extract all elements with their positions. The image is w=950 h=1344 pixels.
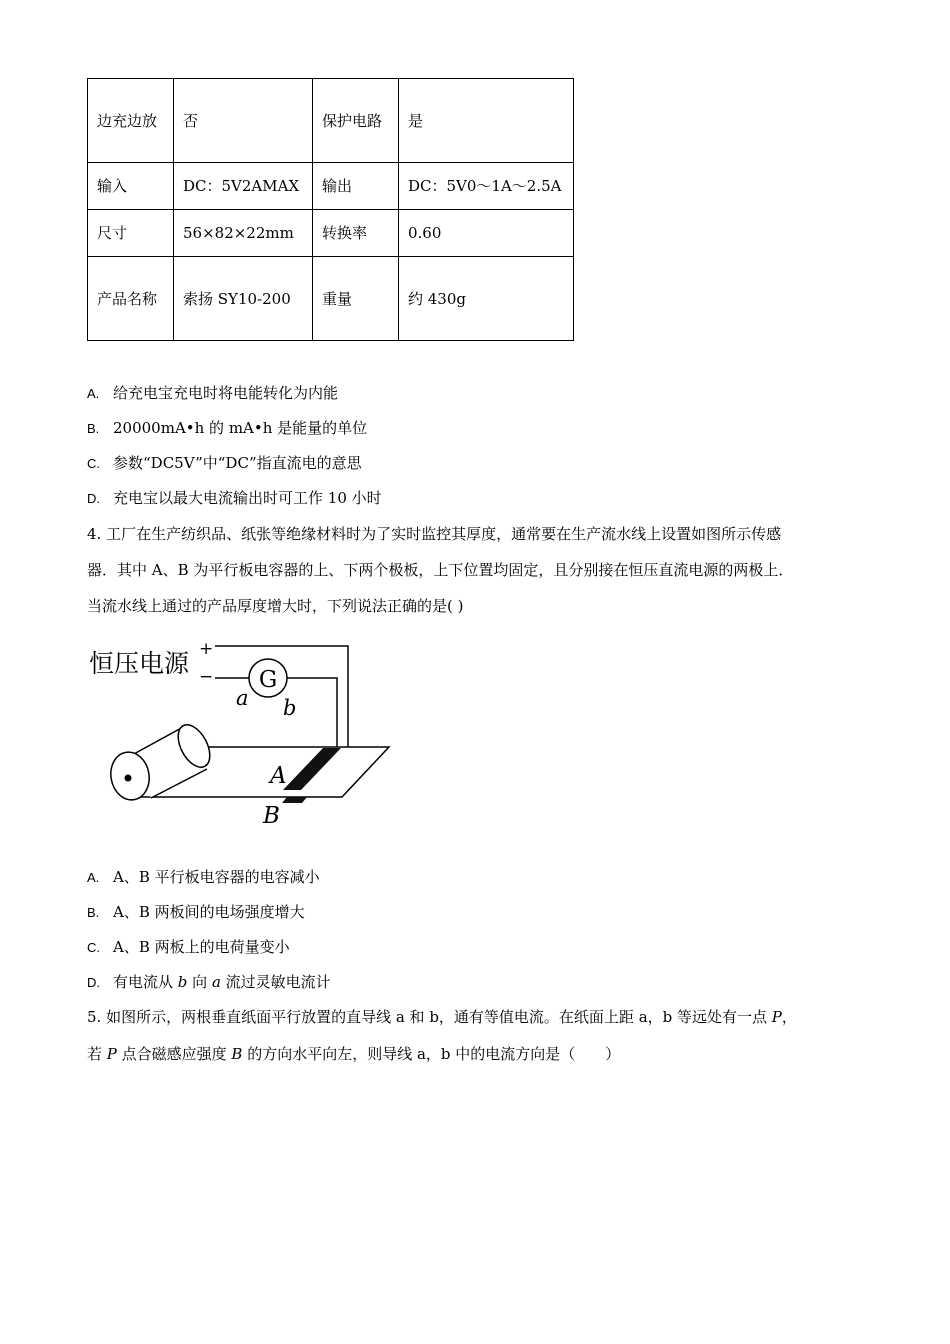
table-cell: DC：5V2AMAX [174,163,313,210]
plate-b-label: B [263,803,280,829]
option-label: D. [87,975,100,990]
q3-option-c[interactable] [87,452,362,473]
q5-stem-line1 [87,1006,797,1027]
q5-text: 5. 如图所示，两根垂直纸面平行放置的直导线 a 和 b，通有等值电流。在纸面上距 a，b 等远处有一点 [87,1008,772,1026]
table-cell: 转换率 [313,210,399,257]
q4-stem [87,516,867,624]
table-row [88,79,574,163]
option-label: B. [87,421,100,436]
q4-option-b[interactable] [87,901,305,922]
spec-table [87,78,574,341]
table-row [88,210,574,257]
q4-stem-line: 器．其中 A、B 为平行板电容器的上、下两个极板，上下位置均固定，且分别接在恒压直流电源的两极上． [87,561,794,579]
table-cell: 重量 [313,257,399,341]
q3-option-a[interactable] [87,382,338,403]
option-label: B. [87,905,100,920]
q4-stem-line: 当流水线上通过的产品厚度增大时，下列说法正确的是( ) [87,597,464,615]
table-row [88,257,574,341]
option-text: 参数“DC5V”中“DC”指直流电的意思 [113,454,362,472]
q5-stem-line2 [87,1043,620,1064]
sensor-diagram [87,632,407,832]
q4-option-d[interactable] [87,971,331,992]
plus-sign: + [199,639,214,659]
minus-sign: − [199,667,214,687]
option-text: 充电宝以最大电流输出时可工作 10 小时 [113,489,382,507]
terminal-b-label: b [283,696,297,720]
option-text: A、B 平行板电容器的电容减小 [113,868,320,886]
table-row [88,163,574,210]
terminal-a-label: a [236,686,249,710]
option-text: 20000mA•h 的 mA•h 是能量的单位 [113,419,368,437]
q4-stem-line: 4. 工厂在生产纺织品、纸张等绝缘材料时为了实时监控其厚度，通常要在生产流水线上设置如图所示传感 [87,525,782,543]
galvanometer-label: G [258,667,278,693]
option-var-b: b [177,973,188,991]
roller-axle-icon [125,775,132,782]
plate-b [282,797,307,803]
option-text: 有电流从 [113,973,178,991]
table-cell: 尺寸 [88,210,174,257]
option-text: 给充电宝充电时将电能转化为内能 [113,384,339,402]
option-label: D. [87,491,100,506]
table-cell: 是 [399,79,574,163]
q3-option-d[interactable] [87,487,382,508]
q5-text: 若 [87,1045,107,1063]
power-label: 恒压电源 [89,649,190,678]
q5-text: 点合磁感应强度 [116,1045,232,1063]
table-cell: 输出 [313,163,399,210]
option-text: A、B 两板间的电场强度增大 [113,903,305,921]
table-cell: 产品名称 [88,257,174,341]
table-cell: 保护电路 [313,79,399,163]
table-cell: 56×82×22mm [174,210,313,257]
table-cell: DC：5V0～1A～2.5A [399,163,574,210]
q5-text: ， [781,1008,797,1026]
q5-var-b: B [231,1045,243,1063]
option-label: A. [87,870,100,885]
table-cell: 边充边放 [88,79,174,163]
q5-var-p: P [106,1045,117,1063]
option-var-a: a [211,973,221,991]
option-label: C. [87,456,100,471]
q3-option-b[interactable] [87,417,367,438]
q4-option-a[interactable] [87,866,320,887]
q5-text: 的方向水平向左，则导线 a，b 中的电流方向是（ ） [242,1045,621,1063]
q5-var-p: P [771,1008,782,1026]
table-cell: 0.60 [399,210,574,257]
table-cell: 输入 [88,163,174,210]
plate-a-label: A [270,763,287,789]
q4-option-c[interactable] [87,936,290,957]
option-text: 向 [187,973,212,991]
option-text: 流过灵敏电流计 [220,973,331,991]
option-label: C. [87,940,100,955]
option-label: A. [87,386,100,401]
table-cell: 索扬 SY10-200 [174,257,313,341]
wire-positive [215,646,348,747]
option-text: A、B 两板上的电荷量变小 [113,938,290,956]
table-cell: 约 430g [399,257,574,341]
table-cell: 否 [174,79,313,163]
